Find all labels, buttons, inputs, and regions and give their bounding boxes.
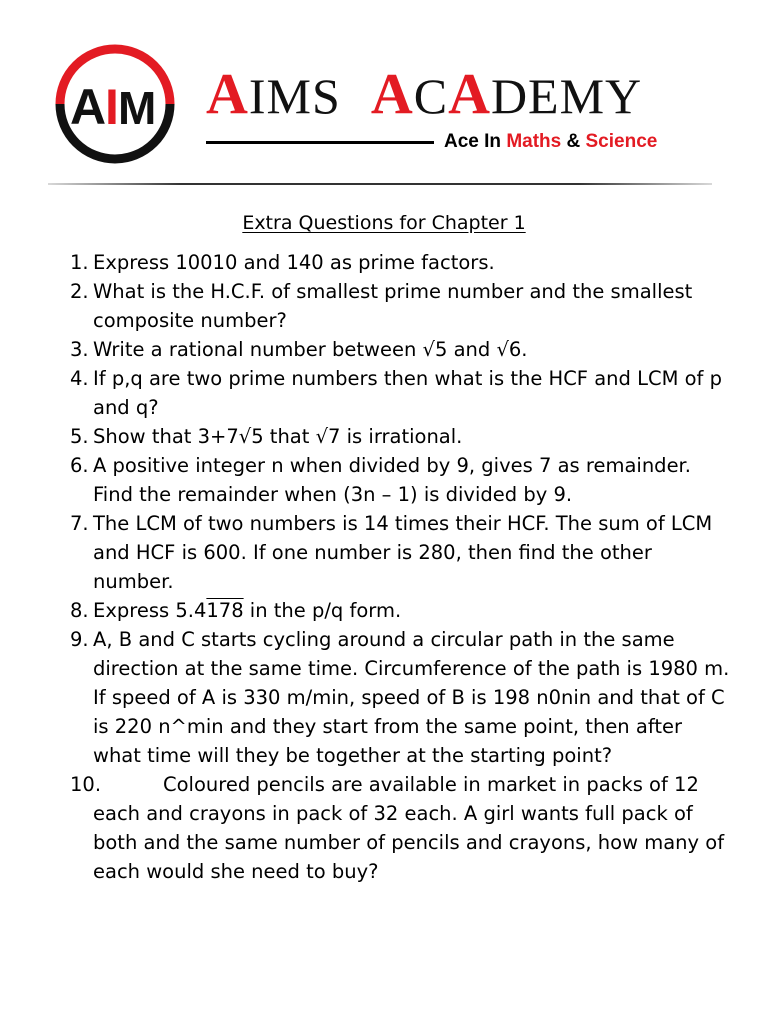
question-list <box>70 248 730 886</box>
recurring-digits: 178 <box>206 599 244 622</box>
question-text: The LCM of two numbers is 14 times their HCF. The sum of LCM and HCF is 600. If one number is 280, then find the other number. <box>93 512 713 593</box>
brand-cap-a: A <box>206 61 249 126</box>
question-text-after: in the p/q form. <box>243 599 402 622</box>
question-item: 2. What is the H.C.F. of smallest prime number and the smallest composite number? <box>70 280 693 332</box>
question-text: A positive integer n when divided by 9, gives 7 as remainder. Find the remainder when (3n – 1) is divided by 9. <box>93 454 691 506</box>
tagline-maths: Maths <box>506 131 562 152</box>
document-title: Extra Questions for Chapter 1 <box>242 212 526 234</box>
question-text: Show that 3+7√5 that √7 is irrational. <box>93 425 463 448</box>
brand-cap-a3: A <box>448 61 491 126</box>
logo-letter-i: I <box>105 79 119 135</box>
tagline-amp: & <box>561 131 586 152</box>
question-text-before: Express 5. <box>93 599 194 622</box>
question-text: If p,q are two prime numbers then what is the HCF and LCM of p and q? <box>93 367 722 419</box>
question-item: 8. Express 5.4178 in the p/q form. <box>70 599 402 622</box>
question-item: 10. Coloured pencils are available in market in packs of 12 each and crayons in pack of 32 each. A girl wants full pack of both and the same number of pencils and crayons, how many of each would she need to buy? <box>70 773 725 883</box>
brand-ims: IMS <box>248 68 341 124</box>
question-digit: 4 <box>193 599 207 622</box>
brand-name <box>206 61 643 126</box>
brand-demy: DEMY <box>490 68 643 124</box>
aims-logo <box>52 44 178 164</box>
question-text: A, B and C starts cycling around a circular path in the same direction at the same time. Circumference of the path is 1980 m. If speed of A is 330 m/min, speed of B is 198 n0nin and that of C is 220 n^min and they start from the same point, then after what time will they be together at the starting point? <box>93 628 730 767</box>
question-item: 5. Show that 3+7√5 that √7 is irrational. <box>70 425 463 448</box>
logo-letter-a: A <box>70 79 107 135</box>
question-item: 4. If p,q are two prime numbers then what is the HCF and LCM of p and q? <box>70 367 722 419</box>
question-text: What is the H.C.F. of smallest prime number and the smallest composite number? <box>93 280 693 332</box>
question-text: Coloured pencils are available in market in packs of 12 each and crayons in pack of 32 each. A girl wants full pack of both and the same number of pencils and crayons, how many of each would she need to buy? <box>93 773 725 883</box>
tagline-ace-in: Ace In <box>444 131 507 152</box>
question-text: Express 10010 and 140 as prime factors. <box>93 251 495 274</box>
tagline-science: Science <box>585 131 658 152</box>
logo-letter-m: M <box>118 82 157 134</box>
question-item: 1. Express 10010 and 140 as prime factors. <box>70 251 495 274</box>
question-text: Write a rational number between √5 and √6. <box>93 338 528 361</box>
brand-c: C <box>413 68 449 124</box>
brand-cap-a2: A <box>370 61 414 126</box>
brand-tagline <box>444 130 657 154</box>
question-item: 7. The LCM of two numbers is 14 times their HCF. The sum of LCM and HCF is 600. If one number is 280, then find the other number. <box>70 512 713 593</box>
question-item: 3. Write a rational number between √5 and √6. <box>70 338 528 361</box>
header-divider <box>48 183 712 185</box>
question-item: 6. A positive integer n when divided by 9, gives 7 as remainder. Find the remainder when (3n – 1) is divided by 9. <box>70 454 691 506</box>
tagline-bar <box>206 141 434 144</box>
question-item: 9. A, B and C starts cycling around a circular path in the same direction at the same time. Circumference of the path is 1980 m. If speed of A is 330 m/min, speed of B is 198 n0nin and that of C is 220 n^min and they start from the same point, then after what time will they be together at the starting point? <box>70 628 730 767</box>
